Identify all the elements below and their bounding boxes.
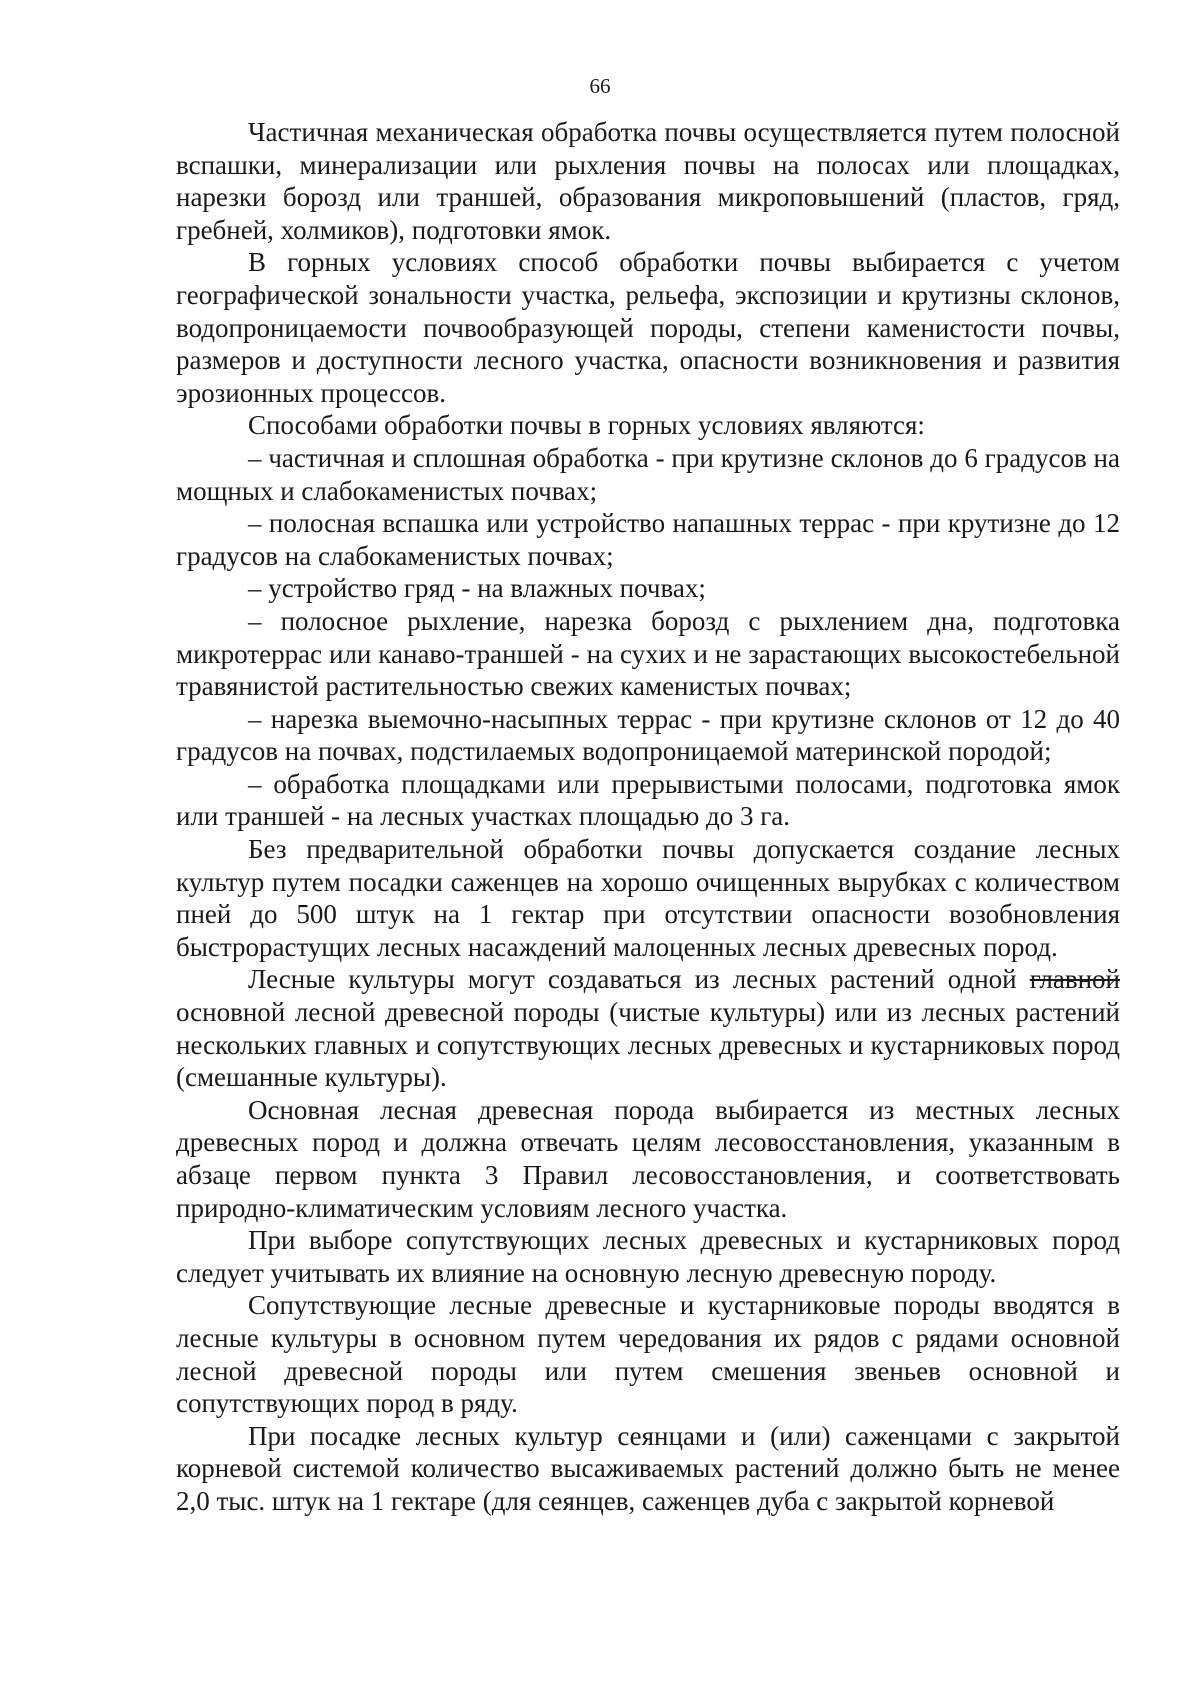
page-number: 66	[589, 74, 611, 98]
list-item: – полосная вспашка или устройство напашных террас - при крутизне до 12 градусов на слабокаменистых почвах;	[176, 508, 1120, 571]
list-item: – частичная и сплошная обработка - при крутизне склонов до 6 градусов на мощных и слабокаменистых почвах;	[176, 442, 1120, 506]
list-item: – обработка площадками или прерывистыми полосами, подготовка ямок или траншей - на лесных участках площадью до 3 га.	[176, 768, 1120, 832]
struck-word: главной	[1029, 964, 1120, 995]
list-item: – нарезка выемочно-насыпных террас - при крутизне склонов от 12 до 40 градусов на почвах, подстилаемых водопроницаемой материнской породой;	[176, 703, 1120, 767]
text-before-strike: Лесные культуры могут создаваться из лесных растений одной	[248, 964, 1030, 995]
document-body	[176, 116, 1120, 1518]
paragraph: При выборе сопутствующих лесных древесных и кустарниковых пород следует учитывать их влияние на основную лесную древесную породу.	[176, 1225, 1120, 1288]
list-item: – устройство гряд - на влажных почвах;	[248, 573, 706, 604]
paragraph: Основная лесная древесная порода выбирается из местных лесных древесных пород и должна отвечать целям лесовосстановления, указанным в абзаце первом пункта 3 Правил лесовосстановления, и соответствовать природно-климатическим условиям лесного участка.	[176, 1094, 1120, 1223]
paragraph: Способами обработки почвы в горных условиях являются:	[248, 410, 925, 441]
paragraph: Частичная механическая обработка почвы осуществляется путем полосной вспашки, минерализации или рыхления почвы на полосах или площадках, нарезки борозд или траншей, образования микроповышений (пластов, гряд, гребней, холмиков), подготовки ямок.	[176, 117, 1120, 245]
paragraph-with-strikethrough	[176, 963, 1120, 1093]
paragraph: В горных условиях способ обработки почвы выбирается с учетом географической зональности участка, рельефа, экспозиции и крутизны склонов, водопроницаемости почвообразующей породы, степени каменистости почвы, размеров и доступности лесного участка, опасности возникновения и развития эрозионных процессов.	[176, 247, 1120, 408]
paragraph: Сопутствующие лесные древесные и кустарниковые породы вводятся в лесные культуры в основном путем чередования их рядов с рядами основной лесной древесной породы или путем смешения звеньев основной и сопутствующих пород в ряду.	[176, 1290, 1120, 1419]
paragraph: Без предварительной обработки почвы допускается создание лесных культур путем посадки саженцев на хорошо очищенных вырубках с количеством пней до 500 штук на 1 гектар при отсутствии опасности возобновления быстрорастущих лесных насаждений малоценных лесных древесных пород.	[176, 834, 1120, 962]
list-item: – полосное рыхление, нарезка борозд с рыхлением дна, подготовка микротеррас или канаво-траншей - на сухих и не зарастающих высокостебельной травянистой растительностью свежих каменистых почвах;	[176, 605, 1120, 702]
paragraph: При посадке лесных культур сеянцами и (или) саженцами с закрытой корневой системой количество высаживаемых растений должно быть не менее 2,0 тыс. штук на 1 гектаре (для сеянцев, саженцев дуба с закрытой корневой	[176, 1420, 1120, 1516]
text-after-strike: основной лесной древесной породы (чистые культуры) или из лесных растений нескольких главных и сопутствующих лесных древесных и кустарниковых пород (смешанные культуры).	[176, 997, 1120, 1093]
